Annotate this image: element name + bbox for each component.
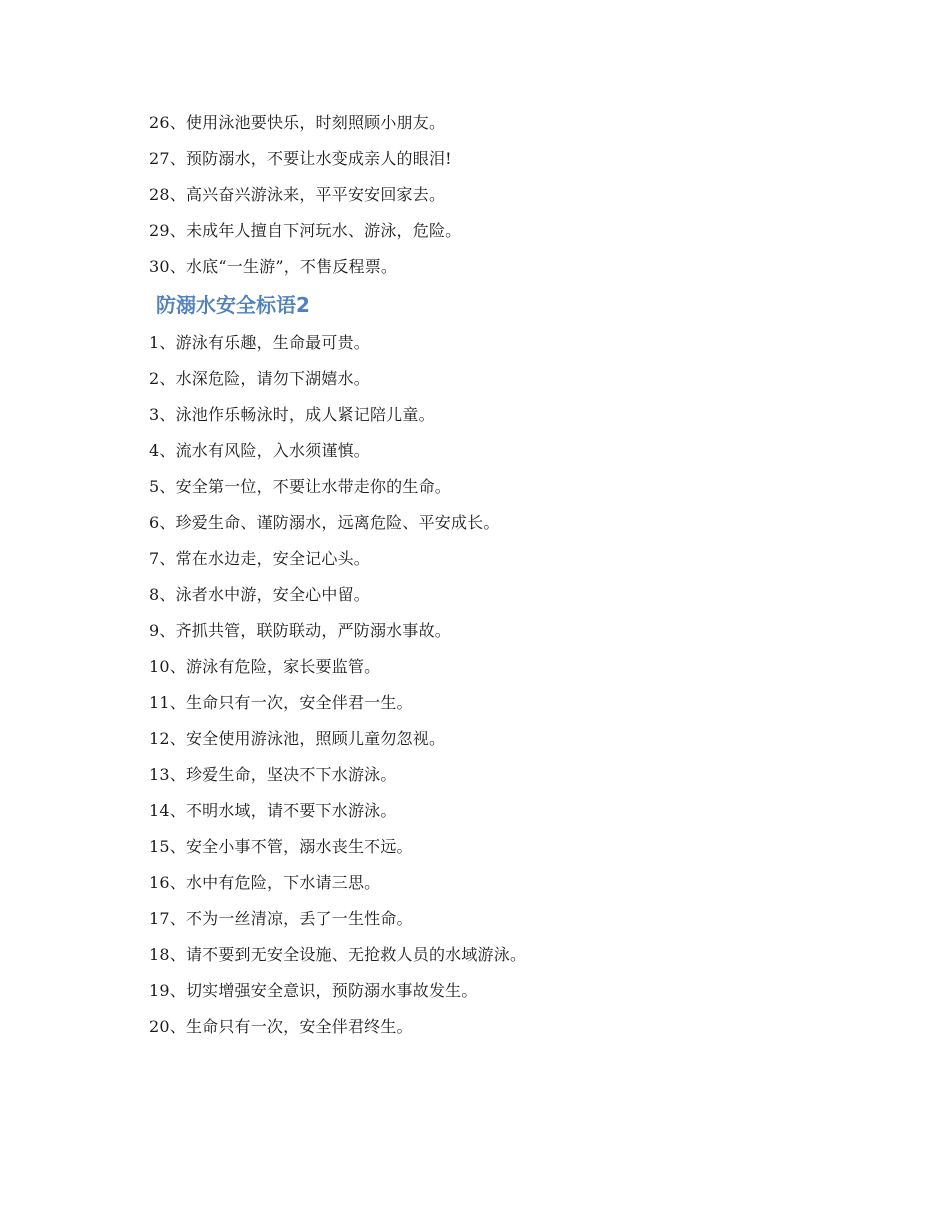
list-item: 26、使用泳池要快乐，时刻照顾小朋友。 [149, 113, 446, 132]
list-item: 29、未成年人擅自下河玩水、游泳，危险。 [149, 221, 462, 240]
list-item: 7、常在水边走，安全记心头。 [149, 549, 370, 568]
list-item: 27、预防溺水，不要让水变成亲人的眼泪! [149, 149, 452, 168]
list-item: 18、请不要到无安全设施、无抢救人员的水域游泳。 [149, 945, 527, 964]
list-item: 8、泳者水中游，安全心中留。 [149, 585, 370, 604]
slogan-list-continued [149, 105, 849, 285]
list-item: 19、切实增强安全意识，预防溺水事故发生。 [149, 981, 478, 1000]
list-item: 4、流水有风险，入水须谨慎。 [149, 441, 370, 460]
slogan-list [149, 325, 849, 1045]
list-item: 3、泳池作乐畅泳时，成人紧记陪儿童。 [149, 405, 435, 424]
list-item: 12、安全使用游泳池，照顾儿童勿忽视。 [149, 729, 446, 748]
list-item: 30、水底“一生游”，不售反程票。 [149, 257, 398, 276]
list-item: 28、高兴奋兴游泳来，平平安安回家去。 [149, 185, 446, 204]
list-item: 9、齐抓共管，联防联动，严防溺水事故。 [149, 621, 451, 640]
list-item: 1、游泳有乐趣，生命最可贵。 [149, 333, 370, 352]
list-item: 16、水中有危险，下水请三思。 [149, 873, 381, 892]
list-item: 13、珍爱生命，坚决不下水游泳。 [149, 765, 397, 784]
list-item: 15、安全小事不管，溺水丧生不远。 [149, 837, 413, 856]
list-item: 14、不明水域，请不要下水游泳。 [149, 801, 397, 820]
list-item: 17、不为一丝清凉，丢了一生性命。 [149, 909, 413, 928]
section-heading: 防溺水安全标语2 [156, 293, 310, 317]
list-item: 6、珍爱生命、谨防溺水，远离危险、平安成长。 [149, 513, 500, 532]
list-item: 10、游泳有危险，家长要监管。 [149, 657, 381, 676]
list-item: 2、水深危险，请勿下湖嬉水。 [149, 369, 370, 388]
list-item: 5、安全第一位，不要让水带走你的生命。 [149, 477, 451, 496]
list-item: 11、生命只有一次，安全伴君一生。 [149, 693, 413, 712]
list-item: 20、生命只有一次，安全伴君终生。 [149, 1017, 413, 1036]
